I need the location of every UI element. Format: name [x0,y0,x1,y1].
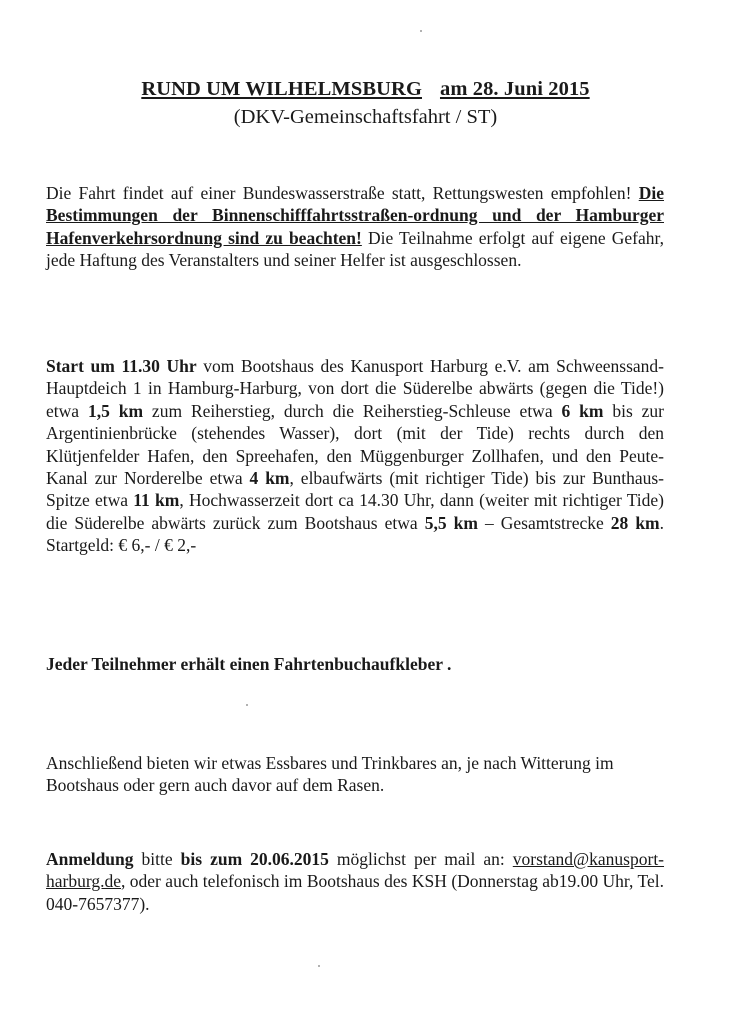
title-event-date: am 28. Juni 2015 [439,78,590,100]
registration-contact: , oder auch telefonisch im Bootshaus des KSH (Donnerstag ab19.00 Uhr, Tel. 040-7657377). [46,871,664,914]
route-text: , elbaufwärts (mit richtiger Tide) bis zur Bunthaus-Spitze etwa [46,468,665,511]
registration-label: Anmeldung [46,849,134,869]
scan-speck [318,965,320,967]
route-text: – Gesamtstrecke [477,512,611,533]
route-distance: 5,5 km [424,512,478,533]
scan-speck [246,704,248,706]
registration-text: möglichst per mail an: [328,849,513,869]
scan-speck [420,30,422,32]
title-event-name: RUND UM WILHELMSBURG [141,78,422,100]
safety-paragraph [46,182,664,272]
total-distance: 28 km [610,512,660,533]
route-distance: 1,5 km [87,400,144,421]
safety-intro: Die Fahrt findet auf einer Bundeswasserstraße statt, Rettungswesten empfohlen! [46,183,639,203]
route-distance: 11 km [133,490,180,511]
start-fee: . Startgeld: € 6,- / € 2,- [46,512,664,556]
route-paragraph [46,355,664,557]
sticker-notice: Jeder Teilnehmer erhält einen Fahrtenbuchaufkleber . [46,654,452,674]
registration-deadline: bis zum 20.06.2015 [180,849,329,869]
route-distance: 4 km [249,468,290,489]
liability-disclaimer: Die Teilnahme erfolgt auf eigene Gefahr, jede Haftung des Veranstalters und seiner Helfer ist ausgeschlossen. [46,227,664,271]
route-text: zum Reiherstieg, durch die Reiherstieg-Schleuse etwa [143,400,562,421]
refreshments-paragraph: Anschließend bieten wir etwas Essbares und Trinkbares an, je nach Witterung im Bootshaus oder gern auch davor auf dem Rasen. [46,753,614,796]
start-time: Start um 11.30 Uhr [46,356,197,376]
email-link[interactable]: vorstand@kanusport-harburg.de [46,849,665,892]
route-text: vom Bootshaus des Kanusport Harburg e.V. am Schweenssand-Hauptdeich 1 in Hamburg-Harburg, von dort die Süderelbe abwärts (gegen die Tide!) etwa [46,356,664,421]
route-text: , Hochwasserzeit dort ca 14.30 Uhr, dann (weiter mit richtiger Tide) die Süderelbe abwärts zurück zum Bootshaus etwa [46,490,664,533]
page-title [0,76,731,102]
page-subtitle: (DKV-Gemeinschaftsfahrt / ST) [233,106,498,128]
route-text: bis zur Argentinienbrücke (stehendes Wasser), dort (mit der Tide) rechts durch den Klütjenfelder Hafen, den Spreehafen, den Müggenburger Zollhafen, und den Peute-Kanal zur Norderelbe etwa [46,400,665,489]
safety-rules-notice: Die Bestimmungen der Binnenschifffahrtsstraßen-ordnung und der Hamburger Hafenverkehrsordnung sind zu beachten! [46,183,664,248]
registration-text: bitte [133,849,181,869]
route-distance: 6 km [561,400,604,421]
registration-paragraph [46,848,664,915]
